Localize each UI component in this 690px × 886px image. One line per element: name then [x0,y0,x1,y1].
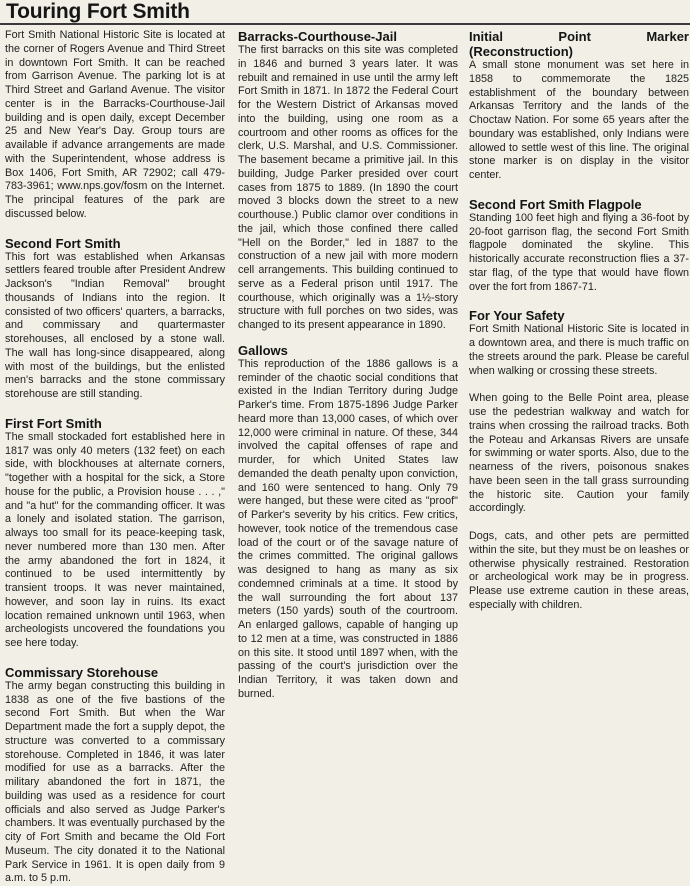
body-marker: A small stone monument was set here in 1858 to commemorate the 1825 establishment of the boundary between Arkansas Territory and the lands of the Choctaw Nation. For some 65 years after the boundary was established, only Indians were allowed to settle west of this line. The original stone marker is on display in the visitor center. [469,59,689,181]
intro-paragraph: Fort Smith National Historic Site is located at the corner of Rogers Avenue and Third Street in downtown Fort Smith. It can be reached from Garrison Avenue. The parking lot is at Third Street and Garland Avenue. The visitor center is in the Barracks-Courthouse-Jail building and is open daily, except December 25 and New Year's Day. Group tours are available if advance arrangements are made with the Superintendent, whose address is Box 1406, Fort Smith, AR 72902; call 479-783-3961; www.nps.gov/fosm on the Internet. The principal features of the park are discussed below. [5,29,225,220]
heading-barracks: Barracks-Courthouse-Jail [238,29,397,44]
heading-gallows: Gallows [238,342,288,358]
column-2 [238,29,458,702]
heading-first-fort: First Fort Smith [5,415,102,431]
heading-marker: Initial Point Marker (Reconstruction) [469,29,689,59]
heading-flagpole: Second Fort Smith Flagpole [469,196,642,212]
body-belle-point: When going to the Belle Point area, please use the pedestrian walkway and watch for trains when crossing the railroad tracks. Both the Poteau and Arkansas Rivers are unsafe for swimming or water sports. Also, due to the nearness of the rivers, poisonous snakes have been seen in the tall grass surrounding the historic site. Caution your family accordingly. [469,392,689,515]
column-1 [5,29,225,886]
body-flagpole: Standing 100 feet high and flying a 36-foot by 20-foot garrison flag, the second Fort Smith flagpole dominated the skyline. This historically accurate reconstruction flies a 37-star flag, of the type that would have flown over the fort from 1867-71. [469,211,689,293]
body-first-fort: The small stockaded fort established here in 1817 was only 40 meters (132 feet) on each side, with blockhouses at alternate corners, "together with a hospital for the sick, a Store house for the public, a Provision house . . . ," and "a hut" for the commanding officer. It was a lonely and isolated station. The garrison, always too small for its peace-keeping task, never numbered more than 130 men. After the army abandoned the fort in 1824, it continued to be used intermittently by transient troops. It was never maintained, however, and soon lay in ruins. Its exact location remained unknown until 1963, when archeologists uncovered the foundations you see here today. [5,430,225,649]
body-pets: Dogs, cats, and other pets are permitted within the site, but they must be on leashes or otherwise physically restrained. Restoration or archeological work may be in progress. Please use extreme caution in these areas, especially with children. [469,530,689,611]
body-safety: Fort Smith National Historic Site is located in a downtown area, and there is much traffic on the streets around the park. Please be careful when walking or crossing these streets. [469,323,689,377]
heading-second-fort: Second Fort Smith [5,235,121,251]
title-divider [0,23,690,25]
body-barracks: The first barracks on this site was completed in 1846 and burned 3 years later. It was rebuilt and remained in use until the army left Fort Smith in 1871. In 1872 the Federal Court for the Western District of Arkansas moved into the building, using one room as a courtroom and other rooms as offices for the clerk, U.S. Marshal, and U.S. Commissioner. The basement became a primitive jail. In this building, Judge Parker presided over court cases from 1875 to 1889. (In 1890 the court moved 3 blocks down the street to a new courthouse.) Public clamor over conditions in the jail, which those confined there called "Hell on the Border," led in 1887 to the construction of a new jail with more modern cell arrangements. This building continued to serve as a Federal prison until 1917. The courthouse, which originally was a 1½-story structure with full porches on two sides, was changed to its present appearance in 1890. [238,44,458,331]
body-second-fort: This fort was established when Arkansas settlers feared trouble after President Andrew Jackson's "Indian Removal" brought thousands of Indians into the region. It consisted of two officers' quarters, a barracks, and commissary and quartermaster storehouses, all enclosed by a stone wall. The wall has long-since disappeared, along with most of the buildings, but the enlisted men's barracks and the stone commissary storehouse are still standing. [5,250,225,400]
heading-commissary: Commissary Storehouse [5,664,159,680]
body-commissary: The army began constructing this building in 1838 as one of the five bastions of the second Fort Smith. But when the War Department made the fort a supply depot, the structure was converted to a commissary storehouse. Completed in 1846, it was later modified for use as a barracks. After the military abandoned the fort in 1871, the building was used as a residence for court officials and also served as Judge Parker's chambers. It was eventually purchased by the city of Fort Smith and became the Old Fort Museum. The city donated it to the National Park Service in 1961. It is open daily from 9 a.m. to 5 p.m. [5,679,225,885]
body-gallows: This reproduction of the 1886 gallows is a reminder of the chaotic social conditions that existed in the Indian Territory during Judge Parker's time. From 1875-1896 Judge Parker heard more than 13,000 cases, of which over 12,000 were criminal in nature. Of these, 344 involved the capital offenses of rape and murder, for which United States law demanded the death penalty upon conviction, and 160 were sentenced to hang. Only 79 were hanged, but these were cited as "proof" of Parker's severity by his critics. Few critics, however, took notice of the tremendous case load of the court or of the savage nature of the crimes committed. The original gallows was designed to hang as many as six condemned criminals at a time. It stood by the wall surrounding the fort about 137 meters (150 yards) south of the courtroom. An enlarged gallows, capable of hanging up to 12 men at a time, was constructed in 1886 on this site. It stood until 1897 when, with the passing of the court's jurisdiction over the Indian Territory, it was taken down and burned. [238,357,458,700]
column-3 [469,29,689,613]
page-title: Touring Fort Smith [6,0,190,23]
heading-safety: For Your Safety [469,308,565,324]
